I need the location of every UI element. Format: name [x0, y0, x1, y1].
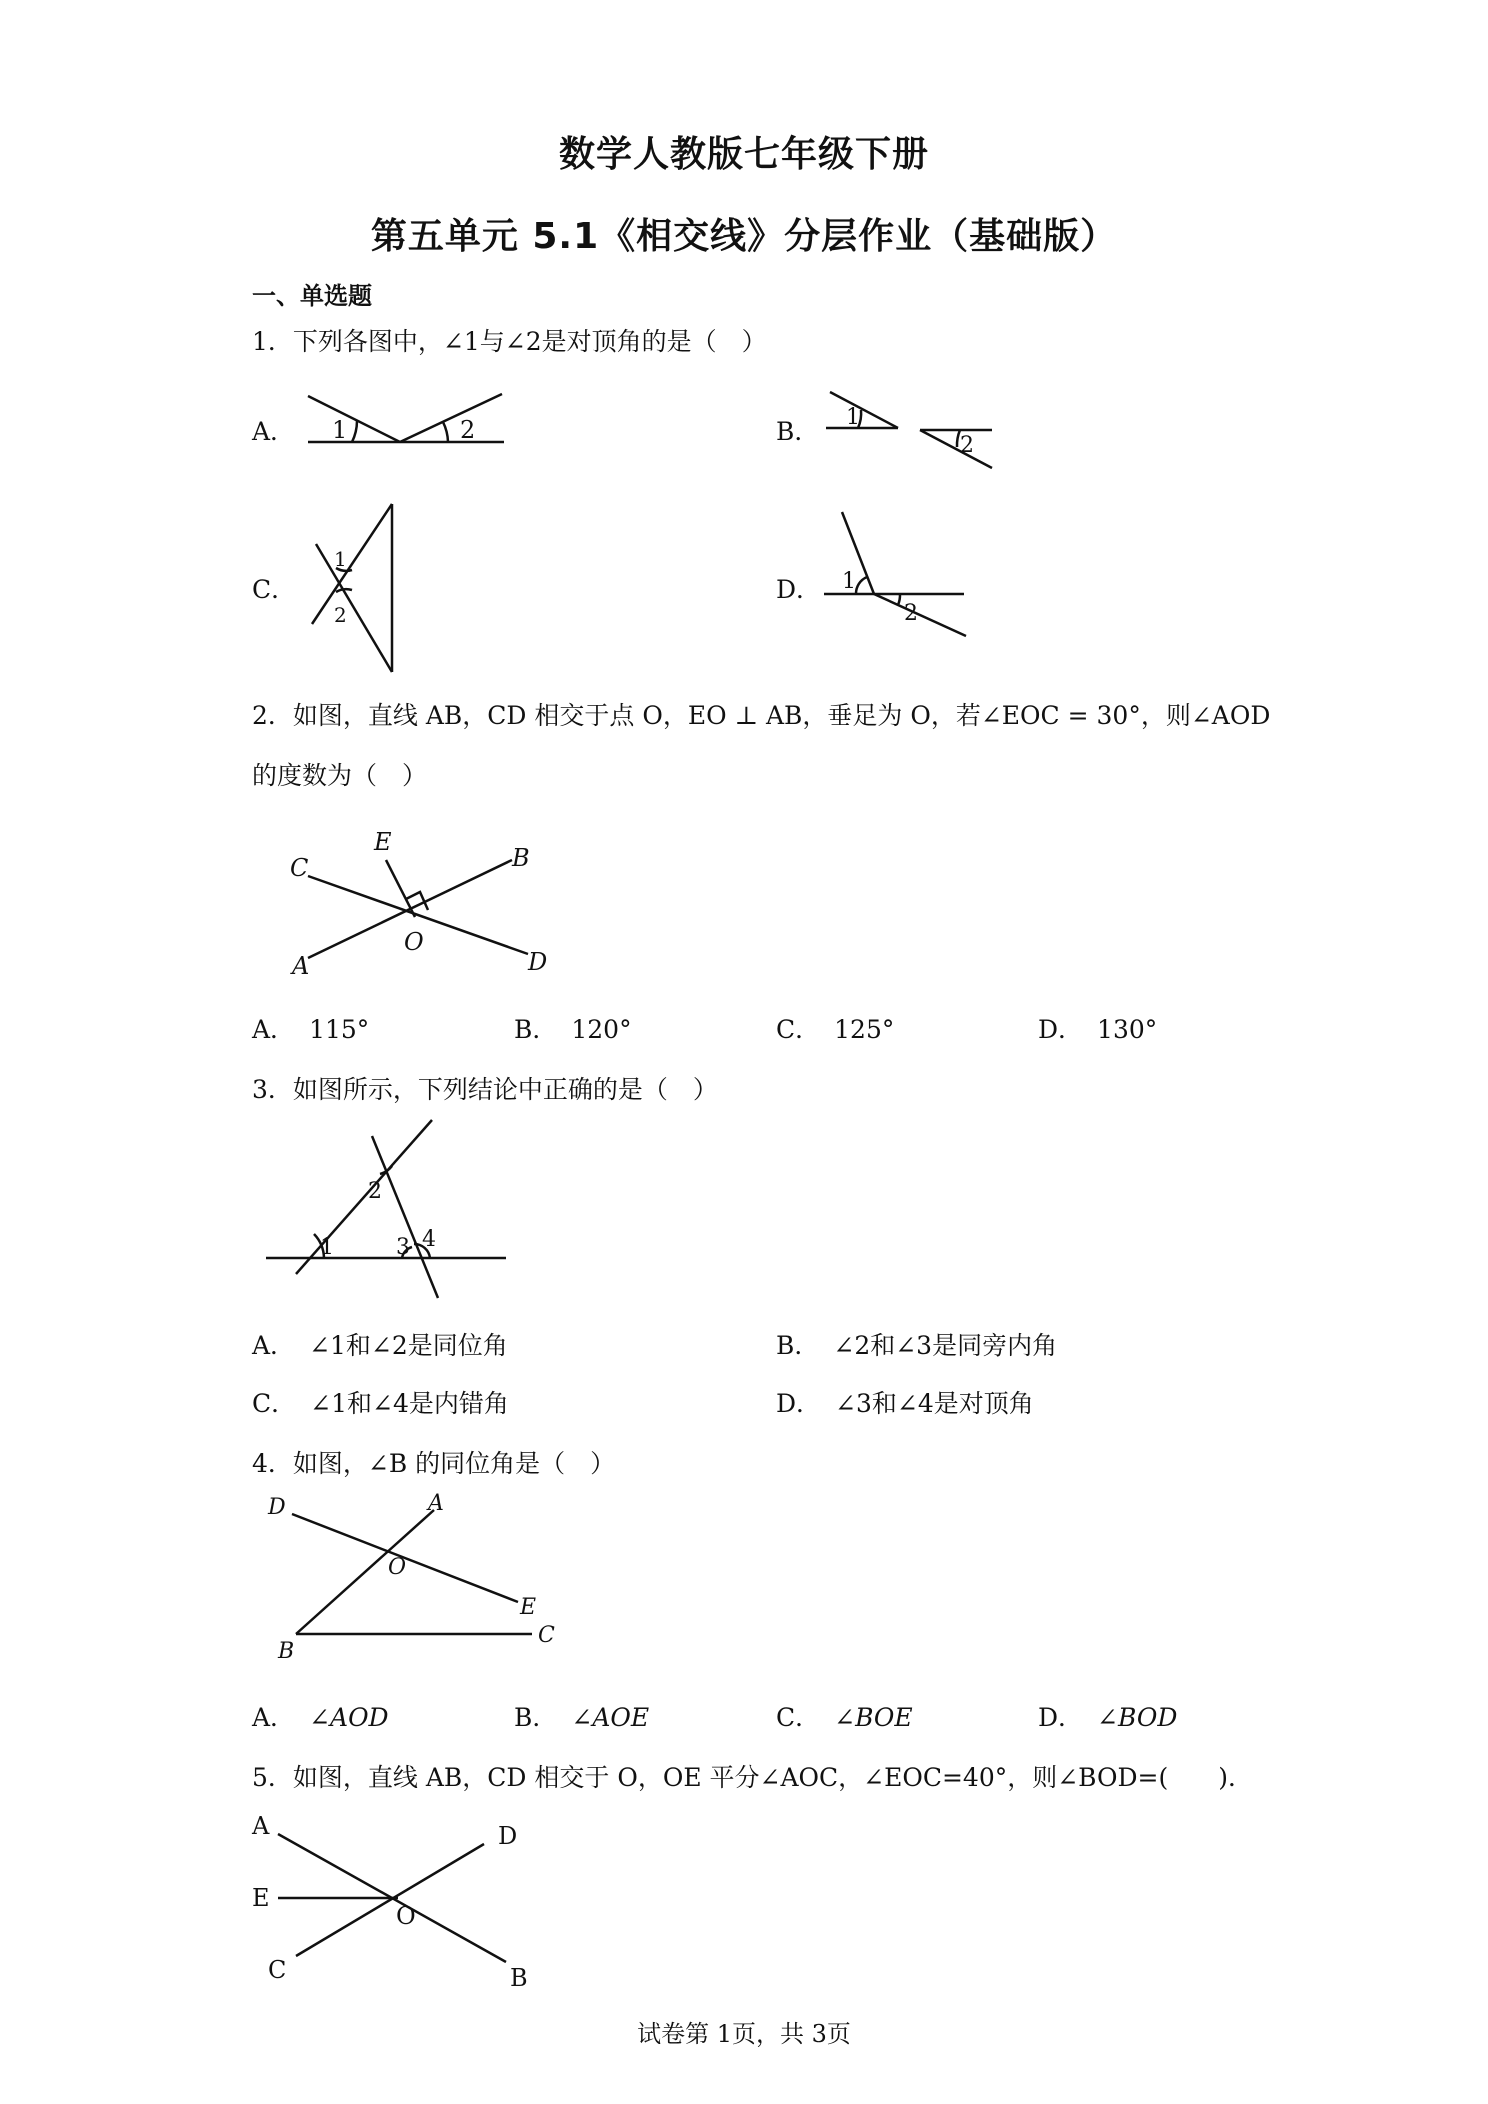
- q4-label-e: E: [520, 1595, 537, 1620]
- q4-option-d: D． ∠BOD: [1038, 1703, 1178, 1732]
- question-4-stem: 4．如图，∠B 的同位角是（ ）: [252, 1449, 616, 1478]
- q4-option-a: A． ∠AOD: [252, 1703, 389, 1732]
- q4-label-o: O: [388, 1555, 407, 1580]
- question-1-stem: 1．下列各图中，∠1与∠2是对顶角的是（ ）: [252, 327, 767, 356]
- q3-label-1: 1: [320, 1235, 334, 1260]
- q4-option-b: B． ∠AOE: [514, 1703, 650, 1732]
- q5-figure: [248, 1810, 548, 1990]
- q2-label-d: D: [528, 948, 548, 976]
- q4-label-a: A: [428, 1491, 444, 1516]
- q3-option-d: D． ∠3和∠4是对顶角: [776, 1389, 1034, 1418]
- q2-figure: [280, 820, 570, 980]
- q3-label-2: 2: [368, 1179, 382, 1204]
- q5-label-b: B: [510, 1964, 528, 1992]
- q1c-label-1: 1: [334, 547, 347, 571]
- q2-label-e: E: [374, 828, 392, 856]
- q3-option-c: C． ∠1和∠4是内错角: [252, 1389, 509, 1418]
- page-title: 数学人教版七年级下册: [558, 134, 929, 175]
- section-heading: 一、单选题: [252, 282, 372, 310]
- q4-label-b: B: [278, 1639, 295, 1664]
- q1d-label-1: 1: [842, 569, 856, 594]
- q1-option-b-label: B．: [776, 417, 820, 446]
- q2-option-a: A． 115°: [252, 1015, 370, 1044]
- q4-option-c: C． ∠BOE: [776, 1703, 913, 1732]
- question-5-stem: 5．如图，直线 AB，CD 相交于 O，OE 平分∠AOC，∠EOC=40°，则∠BOD=( )．: [252, 1763, 1254, 1792]
- q5-label-e: E: [252, 1884, 270, 1912]
- q1-figure-a: [300, 390, 510, 450]
- question-2-stem-line2: 的度数为（ ）: [252, 761, 428, 790]
- q1-figure-b: [820, 388, 1000, 472]
- q2-option-c: C． 125°: [776, 1015, 895, 1044]
- q2-label-o: O: [404, 928, 424, 956]
- q3-option-b: B． ∠2和∠3是同旁内角: [776, 1331, 1058, 1360]
- q5-label-a: A: [252, 1812, 270, 1840]
- q4-label-d: D: [268, 1495, 286, 1520]
- q3-option-a: A． ∠1和∠2是同位角: [252, 1331, 508, 1360]
- question-2-stem-line1: 2．如图，直线 AB，CD 相交于点 O，EO ⊥ AB，垂足为 O，若∠EOC = 30°，则∠AOD: [252, 701, 1271, 730]
- q2-label-b: B: [512, 844, 530, 872]
- q1d-label-2: 2: [904, 601, 918, 626]
- q5-label-o: O: [396, 1902, 416, 1930]
- q5-label-d: D: [498, 1822, 518, 1850]
- q2-label-a: A: [292, 952, 310, 980]
- q1-option-a-label: A．: [252, 417, 296, 446]
- q3-label-4: 4: [422, 1227, 436, 1252]
- q2-label-c: C: [290, 854, 309, 882]
- q1-figure-d: [820, 508, 970, 638]
- q5-label-c: C: [268, 1956, 287, 1984]
- q1-figure-c: [306, 500, 406, 676]
- q2-option-b: B． 120°: [514, 1015, 632, 1044]
- q1b-label-2: 2: [960, 433, 974, 458]
- q3-figure: [262, 1116, 512, 1306]
- q1b-label-1: 1: [846, 405, 860, 430]
- q2-option-d: D． 130°: [1038, 1015, 1158, 1044]
- q1-option-c-label: C．: [252, 575, 297, 604]
- q4-figure: [262, 1490, 572, 1670]
- q3-label-3: 3: [396, 1235, 410, 1260]
- q1a-label-1: 1: [332, 416, 348, 444]
- page-footer: 试卷第 1页，共 3页: [637, 2020, 851, 2048]
- q1c-label-2: 2: [334, 603, 347, 627]
- q4-label-c: C: [538, 1623, 555, 1648]
- q1-option-d-label: D．: [776, 575, 822, 604]
- page-subtitle: 第五单元 5.1《相交线》分层作业（基础版）: [370, 216, 1118, 257]
- question-3-stem: 3．如图所示，下列结论中正确的是（ ）: [252, 1075, 718, 1104]
- q1a-label-2: 2: [460, 416, 476, 444]
